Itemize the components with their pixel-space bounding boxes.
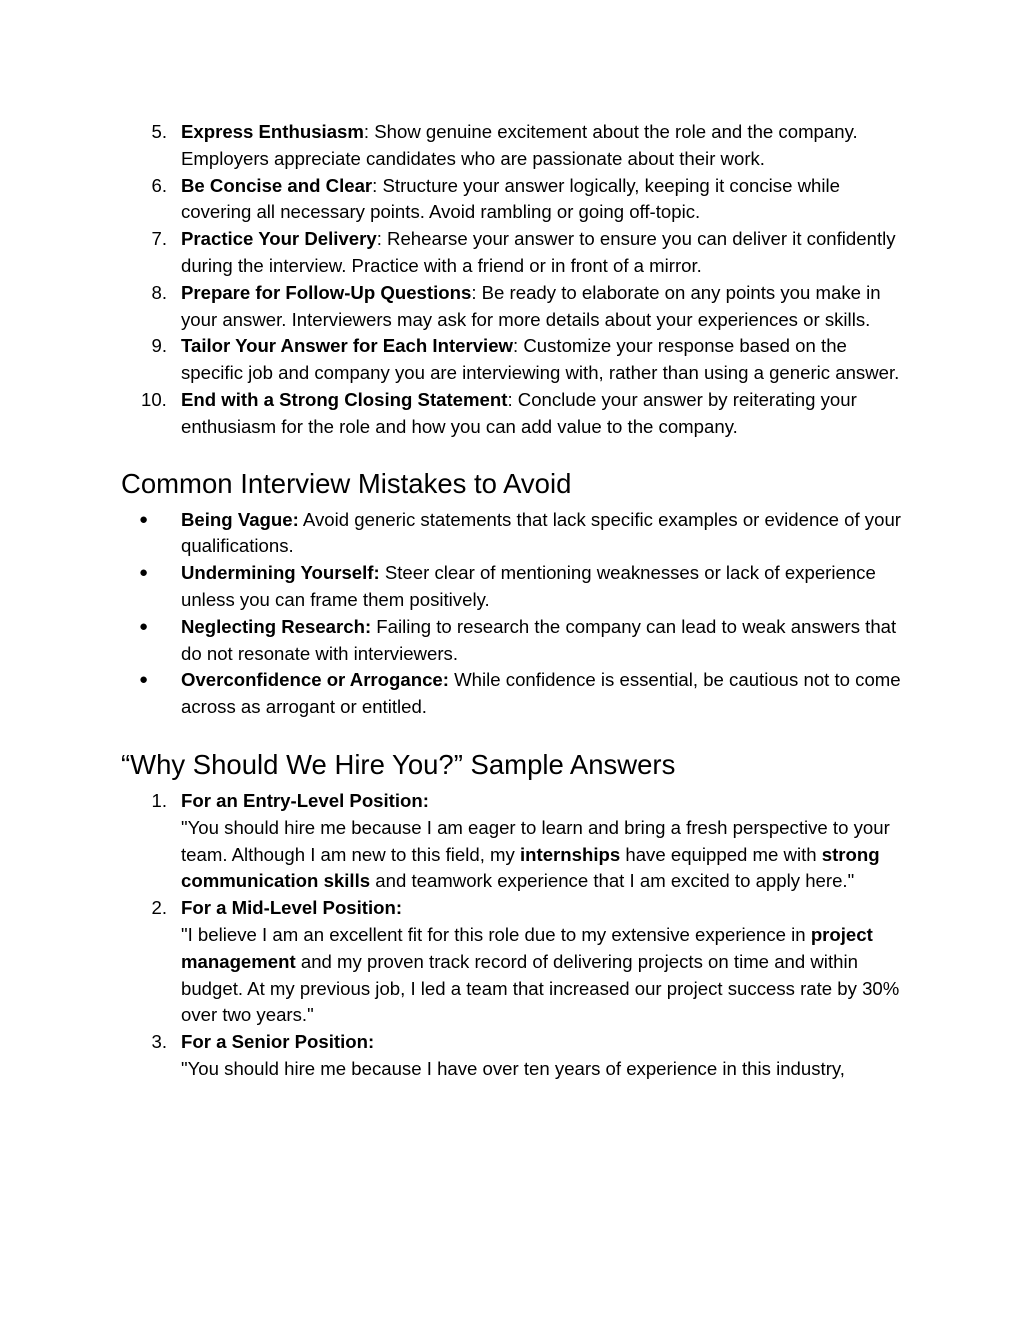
list-item: [121, 614, 911, 668]
quote-text: "You should hire me because I am eager to learn and bring a fresh perspective to your team. Although I am new to this field, my: [181, 816, 890, 865]
tip-text: : Customize your response based on the specific job and company you are interviewing with, rather than using a generic answer.: [181, 335, 900, 384]
quote-emphasis: project management: [181, 923, 873, 972]
section-heading-samples: “Why Should We Hire You?” Sample Answers: [121, 748, 676, 780]
mistake-text: Steer clear of mentioning weaknesses or lack of experience unless you can frame them positively.: [181, 562, 876, 610]
list-item: [121, 173, 911, 227]
mistake-title: Overconfidence or Arrogance:: [181, 669, 449, 691]
tips-list: [121, 119, 911, 441]
sample-quote: [181, 815, 911, 895]
quote-text: "You should hire me because I have over ten years of experience in this industry,: [181, 1057, 845, 1079]
list-item: [121, 119, 911, 173]
tip-title: Be Concise and Clear: [181, 174, 373, 196]
quote-emphasis: strong communication skills: [181, 843, 880, 892]
mistake-text: Avoid generic statements that lack specific examples or evidence of your qualifications.: [181, 508, 901, 557]
sample-title: For a Mid-Level Position:: [181, 897, 403, 919]
document-content: [121, 119, 911, 1083]
tip-title: Prepare for Follow-Up Questions: [181, 281, 472, 303]
tip-title: Practice Your Delivery: [181, 228, 377, 250]
quote-emphasis: internships: [519, 843, 621, 865]
list-number: 7.: [151, 228, 167, 250]
tip-text: : Be ready to elaborate on any points you make in your answer. Interviewers may ask for more details about your experiences or skills.: [181, 281, 881, 330]
tip-text: : Conclude your answer by reiterating your enthusiasm for the role and how you can add value to the company.: [181, 388, 857, 437]
list-number: 8.: [151, 281, 167, 303]
list-number: 10.: [141, 388, 167, 410]
mistakes-list: [121, 507, 911, 721]
list-item: [121, 1029, 911, 1083]
list-item: [121, 788, 911, 895]
quote-text: and my proven track record of delivering projects on time and within budget. At my previous job, I led a team that increased our project success rate by 30% over two years.": [181, 950, 900, 1026]
mistake-title: Being Vague:: [181, 508, 299, 530]
list-item: [121, 895, 911, 1029]
list-item: [121, 226, 911, 280]
tip-text: : Show genuine excitement about the role and the company. Employers appreciate candidates who are passionate about their work.: [181, 121, 858, 169]
bullet-icon: ●: [139, 671, 149, 689]
mistake-title: Undermining Yourself:: [181, 562, 380, 584]
mistake-text: While confidence is essential, be cautious not to come across as arrogant or entitled.: [181, 669, 901, 718]
sample-quote: [181, 1056, 911, 1083]
tip-text: : Rehearse your answer to ensure you can deliver it confidently during the interview. Practice with a friend or in front of a mirror.: [181, 228, 896, 276]
list-number: 6.: [151, 174, 167, 196]
list-number: 9.: [151, 335, 167, 357]
quote-text: have equipped me with: [620, 843, 822, 865]
tip-title: End with a Strong Closing Statement: [181, 388, 508, 410]
list-number: 5.: [151, 121, 167, 142]
mistake-title: Neglecting Research:: [181, 615, 372, 637]
samples-list: [121, 788, 911, 1083]
tip-title: Express Enthusiasm: [181, 121, 364, 142]
bullet-icon: ●: [139, 510, 149, 528]
mistake-text: Failing to research the company can lead to weak answers that do not resonate with interviewers.: [181, 615, 897, 664]
sample-title: For an Entry-Level Position:: [181, 789, 429, 811]
list-number: 1.: [151, 789, 167, 811]
quote-text: "I believe I am an excellent fit for this role due to my extensive experience in: [181, 923, 811, 945]
list-number: 2.: [151, 897, 167, 919]
list-item: [121, 333, 911, 387]
sample-title: For a Senior Position:: [181, 1031, 375, 1053]
sample-quote: [181, 922, 911, 1029]
list-item: [121, 560, 911, 614]
bullet-icon: ●: [139, 617, 149, 635]
quote-text: and teamwork experience that I am excited to apply here.": [370, 870, 855, 892]
tip-text: : Structure your answer logically, keeping it concise while covering all necessary points. Avoid rambling or going off-topic.: [181, 174, 840, 223]
tip-title: Tailor Your Answer for Each Interview: [181, 335, 514, 357]
bullet-icon: ●: [139, 564, 149, 582]
list-item: [121, 387, 911, 441]
list-item: [121, 507, 911, 561]
list-item: [121, 667, 911, 721]
list-number: 3.: [151, 1031, 167, 1053]
section-heading-mistakes: Common Interview Mistakes to Avoid: [121, 467, 572, 499]
list-item: [121, 280, 911, 334]
